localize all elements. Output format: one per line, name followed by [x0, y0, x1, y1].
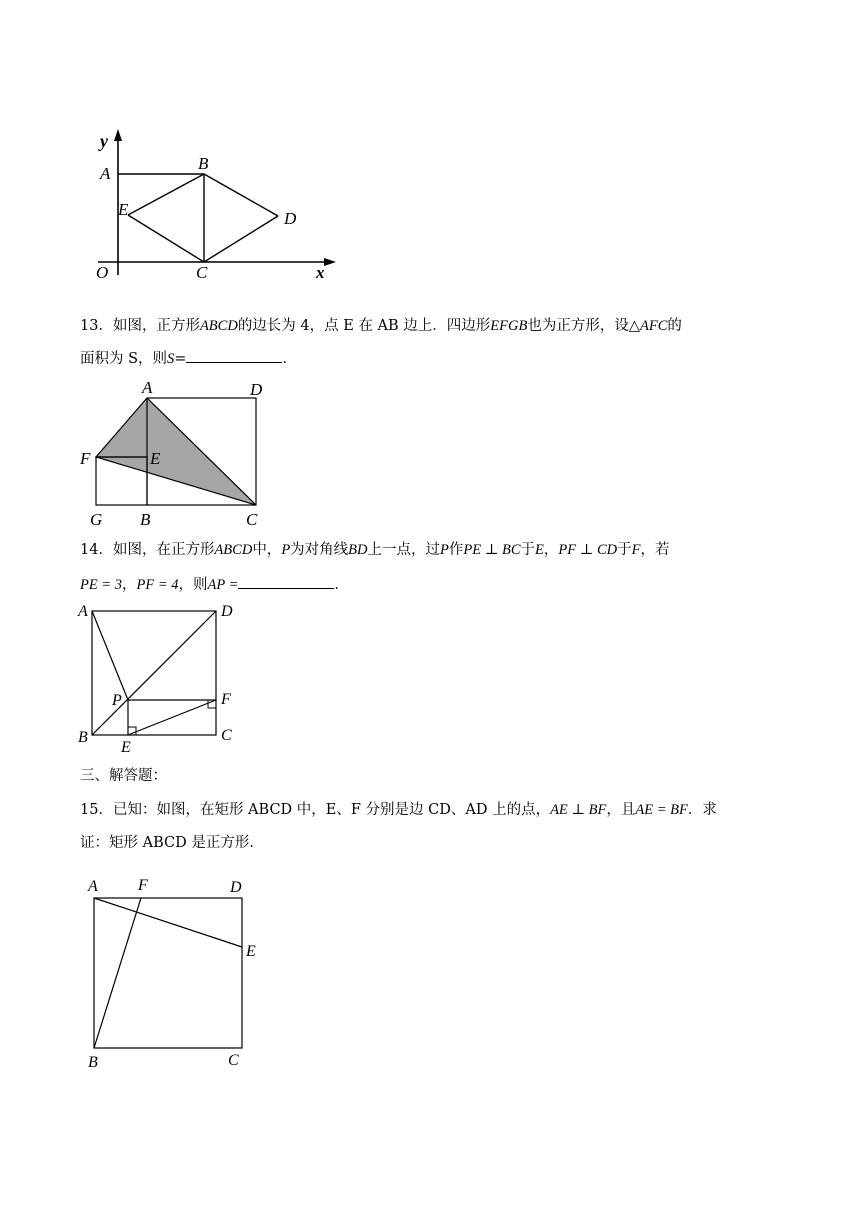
q13-text-2: 的边长为 4，点 E 在 AB 边上．四边形 — [237, 318, 491, 334]
label-f: F — [221, 691, 231, 708]
q13-line-2 — [80, 348, 297, 369]
q15-line-2: 证：矩形 ABCD 是正方形． — [80, 835, 264, 851]
q13-line-1 — [80, 316, 682, 336]
q13-efgb: EFGB — [490, 318, 528, 334]
q14-abcd: ABCD — [214, 542, 253, 558]
q14-text-1: 如图，在正方形 — [112, 542, 215, 558]
q14-pe-bc: PE ⊥ BC — [463, 542, 521, 558]
y-axis-arrow-icon — [114, 129, 122, 141]
q14-bd: BD — [348, 542, 368, 558]
q14-p2: P — [440, 542, 449, 558]
q14-f: F — [631, 542, 641, 558]
label-b: B — [140, 510, 151, 528]
q14-text-4: 上一点，过 — [367, 542, 441, 558]
label-a: A — [78, 603, 88, 620]
label-g: G — [90, 510, 103, 528]
q13-end: ． — [282, 351, 297, 367]
q13-text-4: 的 — [667, 318, 682, 334]
q13-s: S — [167, 351, 175, 367]
section-three-heading: 三、解答题： — [80, 768, 167, 784]
q15-number: 15． — [80, 802, 113, 818]
q14-line-2 — [80, 574, 349, 595]
q15-ae-eq: AE = BF — [635, 802, 688, 818]
figure-q15-rectangle — [82, 874, 272, 1074]
q14-line-1 — [80, 540, 669, 560]
q13-text-1: 如图，正方形 — [112, 318, 200, 334]
label-c: C — [221, 727, 232, 744]
figure-q12-coordinate-diagram — [90, 125, 350, 285]
q13-afc: AFC — [640, 318, 668, 334]
q14-comma2: ， — [122, 577, 137, 593]
q14-then: ，则 — [178, 577, 208, 593]
diagonal-bd — [92, 611, 216, 735]
label-f: F — [80, 449, 91, 468]
label-e: E — [150, 449, 161, 468]
label-b: B — [88, 1054, 98, 1071]
q14-answer-blank[interactable] — [238, 574, 334, 589]
label-e: E — [246, 943, 256, 960]
q13-line2-text: 面积为 S，则 — [80, 351, 168, 367]
label-c: C — [228, 1052, 239, 1069]
label-a: A — [88, 878, 98, 895]
segment-ae — [94, 898, 242, 947]
q14-text-6b: 于 — [617, 542, 632, 558]
label-p: P — [112, 692, 122, 709]
segment-ef — [128, 700, 216, 735]
label-b: B — [78, 729, 88, 746]
q15-text-1: 已知：如图，在矩形 ABCD 中，E、F 分别是边 CD、AD 上的点， — [112, 802, 551, 818]
q14-text-7: ，若 — [640, 542, 670, 558]
q13-number: 13． — [80, 318, 113, 334]
q15-line-1 — [80, 800, 717, 820]
segment-bd — [204, 174, 278, 216]
q14-e: E — [535, 542, 544, 558]
label-e: E — [118, 200, 129, 219]
label-d: D — [230, 879, 242, 896]
shaded-triangle-afc — [96, 398, 256, 505]
q15-text-2: ，且 — [606, 802, 636, 818]
segment-ec — [128, 215, 204, 262]
label-d: D — [221, 603, 233, 620]
q14-pe3: PE = 3 — [80, 577, 122, 593]
segment-cd — [204, 216, 278, 262]
label-c: C — [196, 263, 208, 282]
q14-pf-cd: PF ⊥ CD — [558, 542, 618, 558]
q14-number: 14． — [80, 542, 113, 558]
q14-text-6: 于 — [520, 542, 536, 558]
q14-p: P — [281, 542, 291, 558]
x-axis-arrow-icon — [324, 258, 336, 266]
q13-answer-blank[interactable] — [186, 348, 282, 363]
q13-eq: = — [174, 351, 187, 367]
q14-text-2: 中， — [252, 542, 282, 558]
q15-ae-bf: AE ⊥ BF — [550, 802, 607, 818]
figure-q13-squares — [78, 376, 278, 528]
label-d: D — [284, 209, 297, 228]
q15-text-3: ．求 — [687, 802, 717, 818]
q13-abcd: ABCD — [199, 318, 238, 334]
q14-end: ． — [334, 577, 349, 593]
q14-text-3: 为对角线 — [290, 542, 349, 558]
segment-eb — [128, 174, 204, 215]
label-c: C — [246, 510, 258, 528]
label-d: D — [250, 380, 263, 399]
rectangle-abcd — [94, 898, 242, 1048]
q14-ap: AP = — [207, 577, 239, 593]
figure-q14-square — [76, 600, 246, 752]
label-f: F — [138, 877, 148, 894]
label-a: A — [100, 164, 111, 183]
q14-pf4: PF = 4 — [136, 577, 179, 593]
segment-ap — [92, 611, 128, 700]
label-b: B — [198, 154, 209, 173]
q14-text-5: 作 — [448, 542, 464, 558]
label-e: E — [121, 739, 131, 752]
label-a: A — [142, 378, 153, 397]
label-y: y — [100, 131, 108, 151]
q14-comma: ， — [543, 542, 559, 558]
segment-bf — [94, 898, 141, 1048]
label-x: x — [316, 263, 325, 282]
q13-text-3: 也为正方形，设△ — [527, 318, 640, 334]
label-o: O — [96, 263, 109, 282]
